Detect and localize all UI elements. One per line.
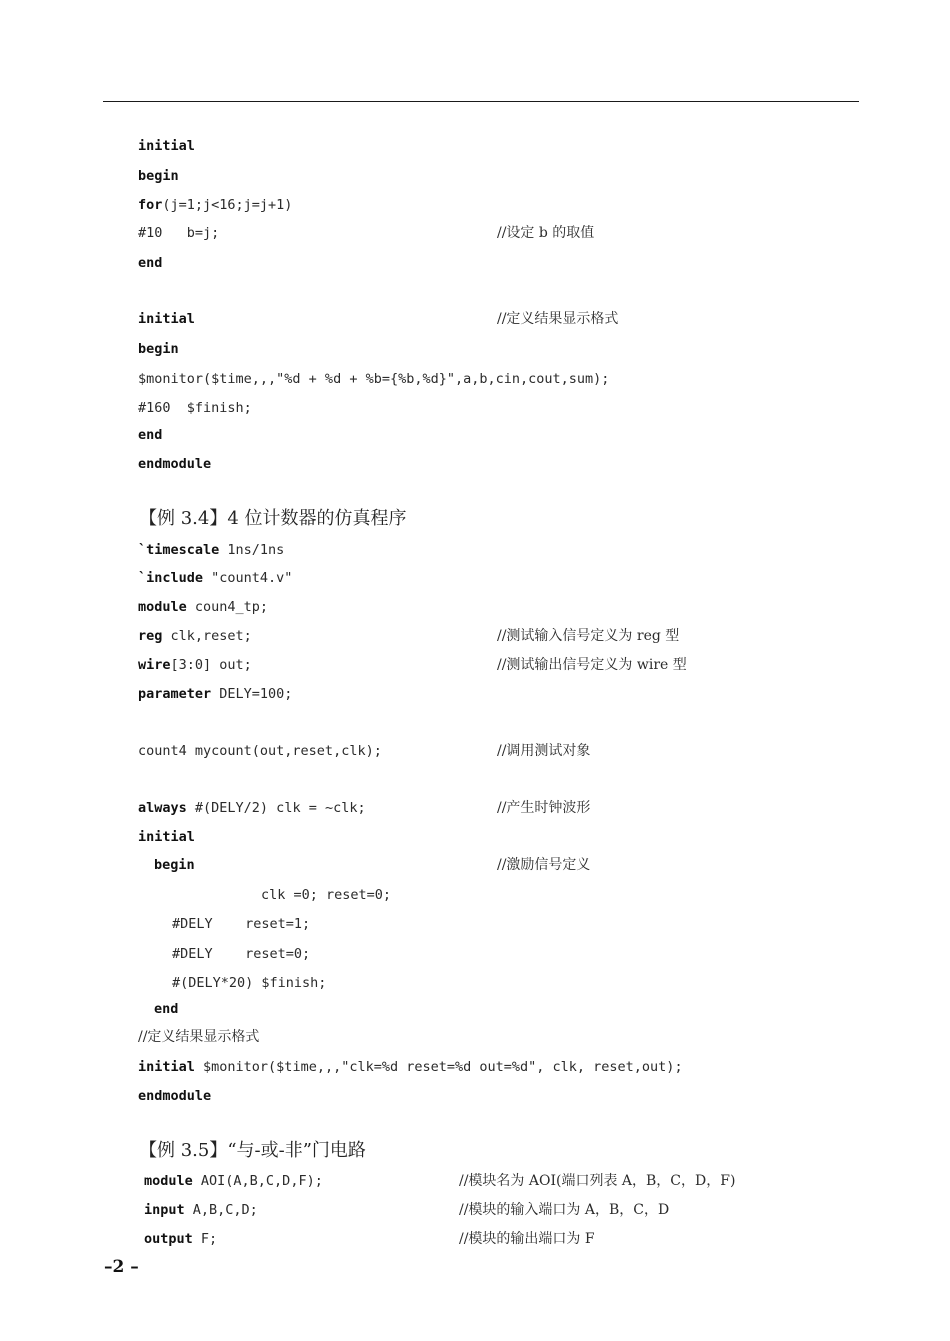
code-line: begin [138,168,179,184]
code-comment: //模块名为 AOI(端口列表 A，B，C，D，F) [459,1173,736,1189]
code-line: module coun4_tp; [138,599,269,615]
code-line: #160 $finish; [138,400,252,416]
code-line: $monitor($time,,,"%d + %d + %b={%b,%d}",a,b,cin,cout,sum); [138,371,610,387]
header-rule [103,101,859,102]
code-comment: //模块的输出端口为 F [459,1231,595,1247]
code-comment: //测试输入信号定义为 reg 型 [497,628,680,644]
code-line: end [138,427,163,443]
code-comment: //产生时钟波形 [497,800,591,816]
code-comment: //定义结果显示格式 [138,1029,260,1045]
code-comment: //设定 b 的取值 [497,225,595,241]
code-line: `include "count4.v" [138,570,293,586]
code-line: initial [138,138,195,154]
code-line: wire[3:0] out; [138,657,252,673]
code-line: parameter DELY=100; [138,686,293,702]
code-line: input A,B,C,D; [144,1202,258,1218]
code-line: reg clk,reset; [138,628,252,644]
code-line: initial [138,829,195,845]
code-comment: //模块的输入端口为 A，B，C，D [459,1202,670,1218]
code-line: end [138,255,163,271]
page-number: –2 – [104,1257,139,1277]
code-line: #DELY reset=0; [172,946,311,962]
code-comment: //定义结果显示格式 [497,311,619,327]
code-comment: //测试输出信号定义为 wire 型 [497,657,687,673]
code-line: count4 mycount(out,reset,clk); [138,743,382,759]
code-line: initial [138,311,195,327]
code-line: initial $monitor($time,,,"clk=%d reset=%d out=%d", clk, reset,out); [138,1059,683,1075]
code-line: begin [154,857,195,873]
code-line: #DELY reset=1; [172,916,311,932]
code-line: for(j=1;j<16;j=j+1) [138,197,293,213]
code-line: #(DELY*20) $finish; [172,975,327,991]
code-line: clk =0; reset=0; [261,887,392,903]
code-line: module AOI(A,B,C,D,F); [144,1173,323,1189]
code-line: always #(DELY/2) clk = ~clk; [138,800,366,816]
code-line: begin [138,341,179,357]
code-comment: //调用测试对象 [497,743,591,759]
code-line: end [154,1001,179,1017]
code-line: endmodule [138,456,212,472]
code-line: output F; [144,1231,218,1247]
code-line: endmodule [138,1088,212,1104]
code-comment: //激励信号定义 [497,857,591,873]
example-heading: 【例 3.5】“与-或-非”门电路 [139,1140,366,1161]
code-line: #10 b=j; [138,225,220,241]
code-line: `timescale 1ns/1ns [138,542,285,558]
example-heading: 【例 3.4】4 位计数器的仿真程序 [139,508,407,529]
